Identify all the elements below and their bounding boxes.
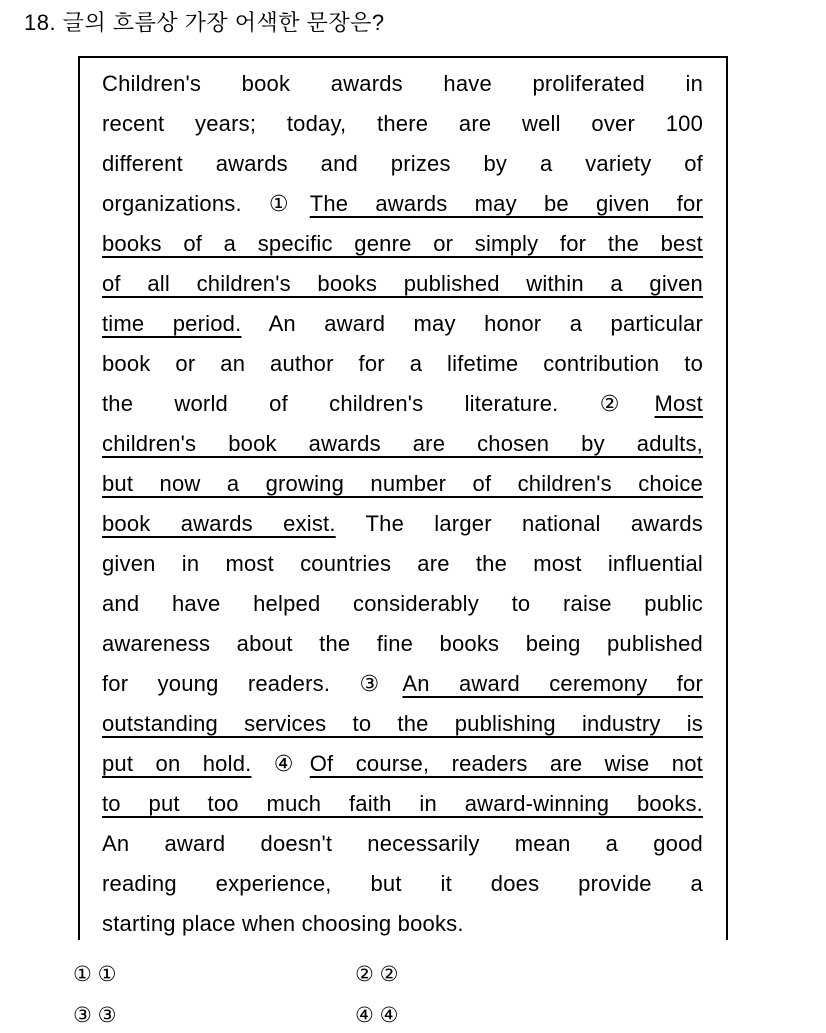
passage-text-segment: Children's book awards have proliferated in xyxy=(102,71,703,96)
passage-line xyxy=(102,544,703,584)
passage-text-segment: recent years; today, there are well over 100 xyxy=(102,111,703,136)
underlined-sentence: An award ceremony for xyxy=(402,671,703,696)
passage-line xyxy=(102,344,703,384)
passage-line xyxy=(102,424,703,464)
underlined-sentence: book awards exist. xyxy=(102,511,336,536)
passage-line xyxy=(102,704,703,744)
passage-box xyxy=(78,56,728,940)
passage-line xyxy=(102,264,703,304)
passage-text-segment: reading experience, but it does provide a xyxy=(102,871,703,896)
answer-option-3[interactable]: ③ ③ xyxy=(73,1004,117,1027)
answer-option-4[interactable]: ④ ④ xyxy=(355,1004,399,1027)
passage-line xyxy=(102,304,703,344)
passage-line xyxy=(102,144,703,184)
passage-text-segment: The larger national awards xyxy=(335,511,703,536)
passage-text-segment: given in most countries are the most influential xyxy=(102,551,703,576)
passage-line xyxy=(102,64,703,104)
underlined-sentence: Of course, readers are wise not xyxy=(309,751,703,776)
passage-line xyxy=(102,624,703,664)
question-title: 18. 글의 흐름상 가장 어색한 문장은? xyxy=(24,10,385,35)
answer-option-2[interactable]: ② ② xyxy=(355,963,399,986)
passage-text-segment: starting place when choosing books. xyxy=(102,911,464,936)
underlined-sentence: children's book awards are chosen by adults, xyxy=(102,431,703,456)
passage-text-segment: and have helped considerably to raise public xyxy=(102,591,703,616)
passage-line xyxy=(102,104,703,144)
passage-line xyxy=(102,664,703,704)
passage-text-segment: An award doesn't necessarily mean a good xyxy=(102,831,703,856)
underlined-sentence: to put too much faith in award-winning books. xyxy=(102,791,703,816)
underlined-sentence: but now a growing number of children's choice xyxy=(102,471,703,496)
underlined-sentence: put on hold. xyxy=(102,751,252,776)
underlined-sentence: outstanding services to the publishing industry is xyxy=(102,711,703,736)
passage-line xyxy=(102,824,703,864)
passage-line xyxy=(102,744,703,784)
passage-line xyxy=(102,904,703,944)
passage-text-segment: An award may honor a particular xyxy=(241,311,703,336)
passage-line xyxy=(102,584,703,624)
passage-text-segment: awareness about the fine books being published xyxy=(102,631,703,656)
passage-text-segment: ④ xyxy=(251,751,310,776)
passage-text-segment: organizations. ① xyxy=(102,191,310,216)
passage-line xyxy=(102,784,703,824)
underlined-sentence: of all children's books published within a given xyxy=(102,271,703,296)
passage-line xyxy=(102,384,703,424)
passage-line xyxy=(102,224,703,264)
underlined-sentence: The awards may be given for xyxy=(309,191,704,216)
passage-text-segment: the world of children's literature. ② xyxy=(102,391,655,416)
passage-text-segment: for young readers. ③ xyxy=(102,671,403,696)
passage-text xyxy=(102,64,703,944)
underlined-sentence: time period. xyxy=(102,311,242,336)
underlined-sentence: books of a specific genre or simply for the best xyxy=(102,231,703,256)
passage-text-segment: different awards and prizes by a variety of xyxy=(102,151,703,176)
passage-line xyxy=(102,864,703,904)
passage-line xyxy=(102,504,703,544)
answer-option-1[interactable]: ① ① xyxy=(73,963,117,986)
passage-line xyxy=(102,184,703,224)
underlined-sentence: Most xyxy=(654,391,703,416)
passage-text-segment: book or an author for a lifetime contribution to xyxy=(102,351,703,376)
passage-line xyxy=(102,464,703,504)
